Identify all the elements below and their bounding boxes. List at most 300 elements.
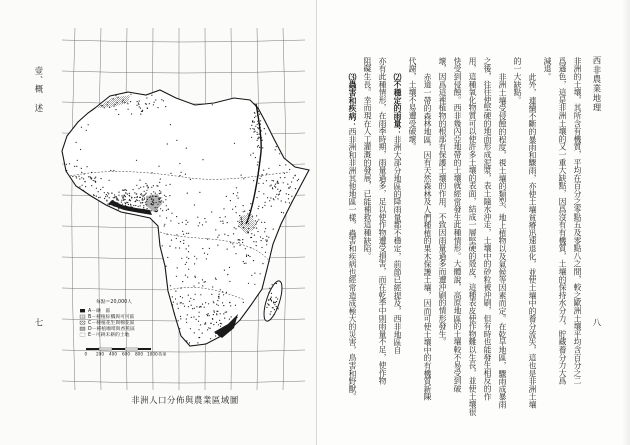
population-dot (283, 182, 284, 183)
population-dot (121, 195, 122, 196)
population-dot (217, 237, 218, 238)
text-column: 亦有此種情形，在雨季時期，雨量過多，足以使作物遭受損害，而在乾季中則雨量不足，使作物 (378, 57, 387, 385)
population-dot (155, 196, 156, 197)
population-dot (116, 198, 117, 199)
population-dot (159, 193, 160, 194)
population-dot (293, 177, 294, 178)
population-dot (165, 106, 166, 107)
population-dot (177, 267, 178, 268)
population-dot (222, 302, 223, 303)
population-dot (124, 102, 125, 103)
population-dot (294, 175, 295, 176)
population-dot (260, 131, 261, 132)
population-dot (264, 231, 265, 232)
population-dot (230, 200, 231, 201)
population-dot (81, 177, 82, 178)
population-dot (175, 247, 176, 248)
population-dot (202, 159, 203, 160)
population-dot (254, 131, 255, 132)
population-dot (136, 185, 137, 186)
population-dot (261, 247, 262, 248)
population-dot (208, 327, 209, 328)
population-dot (123, 197, 124, 198)
population-dot (116, 199, 117, 200)
text-column: 壞，因爲這裡植物的根部有保護土壤的作用，不致因雨量過多而遭沖刷的情形發生。 (438, 57, 447, 346)
population-dot (206, 314, 207, 315)
population-dot (134, 197, 135, 198)
population-dot (155, 99, 156, 100)
population-dot (157, 107, 158, 108)
population-dot (90, 177, 91, 178)
population-dot (143, 186, 144, 187)
population-dot (170, 124, 171, 125)
population-dot (147, 199, 148, 200)
population-dot (182, 303, 183, 304)
population-dot (160, 178, 161, 179)
population-dot (262, 174, 263, 175)
population-dot (251, 233, 252, 234)
population-dot (175, 298, 176, 299)
population-dot (270, 298, 271, 299)
population-dot (232, 243, 233, 244)
population-dot (153, 200, 154, 201)
population-dot (254, 235, 255, 236)
scale-segment (138, 348, 151, 350)
population-dot (87, 166, 88, 167)
population-dot (250, 154, 251, 155)
population-dot (145, 183, 146, 184)
population-dot (204, 253, 205, 254)
population-dot (85, 186, 86, 187)
population-dot (213, 302, 214, 303)
population-dot (116, 196, 117, 197)
population-dot (78, 176, 79, 177)
population-dot (144, 191, 145, 192)
population-dot (222, 291, 223, 292)
population-dot (226, 196, 227, 197)
legend-swatch-a (80, 309, 85, 312)
population-dot (156, 196, 157, 197)
population-dot (138, 103, 139, 104)
scale-tick-label: 400 (109, 351, 117, 357)
population-dot (140, 197, 141, 198)
population-dot (278, 194, 279, 195)
population-dot (181, 172, 182, 173)
section-heading-rainfall: ⑵不穩定的雨量： (393, 73, 402, 136)
population-dot (236, 317, 237, 318)
population-dot (144, 199, 145, 200)
population-dot (189, 342, 190, 343)
population-dot (197, 217, 198, 218)
population-dot (259, 127, 260, 128)
population-dot (272, 187, 273, 188)
population-dot (254, 121, 255, 122)
population-dot (280, 190, 281, 191)
map-legend (80, 298, 135, 338)
population-dot (77, 160, 78, 161)
population-dot (275, 149, 276, 150)
population-dot (107, 192, 108, 193)
population-dot (232, 209, 233, 210)
population-dot (136, 160, 137, 161)
population-dot (215, 335, 216, 336)
population-dot (100, 189, 101, 190)
population-dot (266, 236, 267, 237)
population-dot (194, 204, 195, 205)
text-column (392, 73, 402, 354)
population-dot (91, 185, 92, 186)
population-dot (274, 304, 275, 305)
population-dot (176, 234, 177, 235)
population-dot (110, 170, 111, 171)
population-dot (166, 185, 167, 186)
population-dot (219, 320, 220, 321)
population-dot (153, 104, 154, 105)
population-dot (83, 178, 84, 179)
population-dot (269, 200, 270, 201)
population-dot (258, 183, 259, 184)
population-dot (169, 195, 170, 196)
population-dot (220, 332, 221, 333)
population-dot (263, 170, 264, 171)
population-dot (179, 247, 180, 248)
population-dot (147, 185, 148, 186)
population-dot (190, 179, 191, 180)
population-dot (258, 206, 259, 207)
population-dot (96, 196, 97, 197)
population-dot (142, 196, 143, 197)
legend-swatch-c (80, 321, 85, 324)
population-dot (204, 323, 205, 324)
population-dot (151, 199, 152, 200)
population-dot (263, 193, 264, 194)
population-dot (277, 298, 278, 299)
population-dot (202, 285, 203, 286)
population-dot (255, 220, 256, 221)
population-dot (124, 189, 125, 190)
population-dot (235, 253, 236, 254)
population-dot (142, 202, 143, 203)
population-dot (298, 179, 299, 180)
population-dot (260, 120, 261, 121)
population-dot (275, 196, 276, 197)
population-dot (164, 224, 165, 225)
population-dot (252, 128, 253, 129)
population-dot (248, 228, 249, 229)
population-dot (166, 234, 167, 235)
population-dot (153, 202, 154, 203)
population-dot (129, 195, 130, 196)
population-dot (142, 198, 143, 199)
population-dot (239, 222, 240, 223)
population-dot (188, 295, 189, 296)
population-dot (265, 252, 266, 253)
text-column: 快受到侵蝕。西非幾內亞地帶的土壤就經常發生此種情形。大體說，高原地區的土壤較不易受到破 (453, 57, 462, 393)
population-dot (140, 108, 141, 109)
population-dot (137, 200, 138, 201)
population-dot (154, 102, 155, 103)
population-dot (139, 106, 140, 107)
population-dot (124, 195, 125, 196)
population-dot (213, 310, 214, 311)
population-dot (252, 216, 253, 217)
scale-segment (99, 348, 112, 350)
population-dot (164, 225, 165, 226)
population-dot (144, 197, 145, 198)
population-dot (265, 202, 266, 203)
population-dot (291, 202, 292, 203)
population-dot (215, 278, 216, 279)
population-dot (95, 181, 96, 182)
text-column: 非洲的土壤，其所含有機質，平均在百分之零點五及零點八之間，較之歐洲土壤平均含百分之二 (573, 57, 582, 385)
population-dot (162, 245, 163, 246)
population-dot (185, 174, 186, 175)
population-dot (161, 99, 162, 100)
population-dot (188, 269, 189, 270)
population-dot (204, 218, 205, 219)
population-dot (227, 331, 228, 332)
population-dot (127, 194, 128, 195)
population-dot (91, 178, 92, 179)
population-dot (202, 333, 203, 334)
population-dot (258, 138, 259, 139)
population-dot (261, 222, 262, 223)
population-dot (284, 177, 285, 178)
population-dot (281, 200, 282, 201)
population-dot (275, 187, 276, 188)
population-dot (204, 282, 205, 283)
population-dot (151, 193, 152, 194)
population-dot (191, 305, 192, 306)
population-dot (208, 303, 209, 304)
population-dot (198, 337, 199, 338)
population-dot (211, 294, 212, 295)
map-scale-bar (85, 348, 167, 358)
population-dot (182, 222, 183, 223)
population-dot (184, 306, 185, 307)
population-dot (159, 190, 160, 191)
population-dot (266, 307, 267, 308)
population-dot (194, 256, 195, 257)
population-dot (109, 107, 110, 108)
population-dot (276, 283, 277, 284)
population-dot (239, 215, 240, 216)
population-dot (179, 163, 180, 164)
population-dot (208, 313, 209, 314)
population-dot (254, 284, 255, 285)
population-dot (257, 134, 258, 135)
population-dot (218, 235, 219, 236)
population-dot (243, 302, 244, 303)
population-dot (274, 309, 275, 310)
population-dot (188, 306, 189, 307)
population-dot (251, 125, 252, 126)
population-dot (136, 209, 137, 210)
population-dot (213, 301, 214, 302)
population-dot (205, 343, 206, 344)
population-dot (214, 312, 215, 313)
population-dot (189, 301, 190, 302)
population-dot (186, 224, 187, 225)
population-dot (142, 110, 143, 111)
population-dot (237, 221, 238, 222)
population-dot (130, 200, 131, 201)
population-dot (144, 195, 145, 196)
legend-swatch-b (80, 315, 85, 318)
population-dot (146, 190, 147, 191)
population-dot (196, 306, 197, 307)
population-dot (106, 194, 107, 195)
population-dot (153, 204, 154, 205)
population-dot (285, 164, 286, 165)
population-dot (135, 201, 136, 202)
population-dot (233, 233, 234, 234)
population-dot (157, 207, 158, 208)
population-dot (256, 222, 257, 223)
population-dot (251, 275, 252, 276)
population-dot (260, 236, 261, 237)
population-dot (187, 277, 188, 278)
population-dot (186, 257, 187, 258)
population-dot (258, 137, 259, 138)
population-dot (259, 137, 260, 138)
population-dot (207, 329, 208, 330)
population-dot (107, 104, 108, 105)
population-dot (223, 313, 224, 314)
population-dot (234, 143, 235, 144)
population-dot (271, 185, 272, 186)
population-dot (268, 304, 269, 305)
population-dot (161, 200, 162, 201)
population-dot (220, 221, 221, 222)
population-dot (275, 302, 276, 303)
population-dot (156, 202, 157, 203)
population-dot (106, 200, 107, 201)
population-dot (256, 241, 257, 242)
population-dot (273, 199, 274, 200)
population-dot (112, 204, 113, 205)
population-dot (218, 305, 219, 306)
population-dot (259, 134, 260, 135)
population-dot (270, 197, 271, 198)
population-dot (125, 207, 126, 208)
population-dot (84, 173, 85, 174)
population-dot (122, 190, 123, 191)
population-dot (247, 213, 248, 214)
population-dot (188, 245, 189, 246)
text-column: 阻礙生長。幸而現在人工灌溉的發展，已能補救這種缺陷。 (363, 57, 372, 260)
population-dot (277, 189, 278, 190)
population-dot (193, 299, 194, 300)
population-dot (81, 172, 82, 173)
population-dot (199, 312, 200, 313)
population-dot (182, 297, 183, 298)
text-column: 赤道一帶的森林地區，因有天然森林及人們種植的果木保護土壤，因而可使土壤中的有機質新陳 (423, 73, 432, 401)
population-dot (105, 196, 106, 197)
population-dot (255, 224, 256, 225)
population-dot (186, 233, 187, 234)
population-dot (109, 197, 110, 198)
population-dot (159, 215, 160, 216)
population-dot (223, 208, 224, 209)
population-dot (262, 238, 263, 239)
population-dot (251, 137, 252, 138)
population-dot (93, 180, 94, 181)
population-dot (261, 176, 262, 177)
population-dot (205, 322, 206, 323)
population-dot (250, 247, 251, 248)
population-dot (229, 302, 230, 303)
population-dot (170, 285, 171, 286)
legend-item-a: A－礦 區 (88, 309, 111, 314)
population-dot (241, 219, 242, 220)
population-dot (94, 178, 95, 179)
population-dot (279, 165, 280, 166)
population-dot (219, 217, 220, 218)
population-dot (220, 323, 221, 324)
population-dot (239, 240, 240, 241)
population-dot (221, 323, 222, 324)
population-dot (160, 201, 161, 202)
population-dot (223, 294, 224, 295)
population-dot (223, 223, 224, 224)
population-dot (278, 183, 279, 184)
population-dot (147, 187, 148, 188)
population-dot (121, 200, 122, 201)
population-dot (225, 216, 226, 217)
population-dot (241, 221, 242, 222)
population-dot (157, 204, 158, 205)
population-dot (187, 314, 188, 315)
text-column: 之後，往往使堅硬的地面形成泥漿，表土隨水沖走，土壤中的砂粒被沖刷，但有時也能發生相反的作 (483, 57, 492, 401)
population-dot (212, 286, 213, 287)
population-dot (234, 246, 235, 247)
population-dot (146, 201, 147, 202)
population-dot (66, 164, 67, 165)
population-dot (274, 314, 275, 315)
population-dot (123, 200, 124, 201)
population-dot (82, 185, 83, 186)
population-dot (229, 319, 230, 320)
population-dot (113, 98, 114, 99)
population-dot (170, 184, 171, 185)
population-dot (273, 180, 274, 181)
population-dot (102, 105, 103, 106)
population-dot (264, 222, 265, 223)
population-dot (112, 202, 113, 203)
text-column: 減退。 (543, 57, 552, 81)
population-dot (74, 166, 75, 167)
population-dot (198, 316, 199, 317)
population-dot (268, 292, 269, 293)
population-dot (198, 329, 199, 330)
population-dot (236, 212, 237, 213)
population-dot (257, 162, 258, 163)
population-dot (269, 288, 270, 289)
population-dot (180, 296, 181, 297)
population-dot (276, 301, 277, 302)
population-dot (114, 206, 115, 207)
population-dot (118, 114, 119, 115)
population-dot (128, 109, 129, 110)
population-dot (191, 317, 192, 318)
population-dot (173, 302, 174, 303)
population-dot (127, 103, 128, 104)
population-dot (146, 97, 147, 98)
right-page-number: 八 (592, 318, 602, 327)
population-dot (186, 322, 187, 323)
population-dot (182, 231, 183, 232)
